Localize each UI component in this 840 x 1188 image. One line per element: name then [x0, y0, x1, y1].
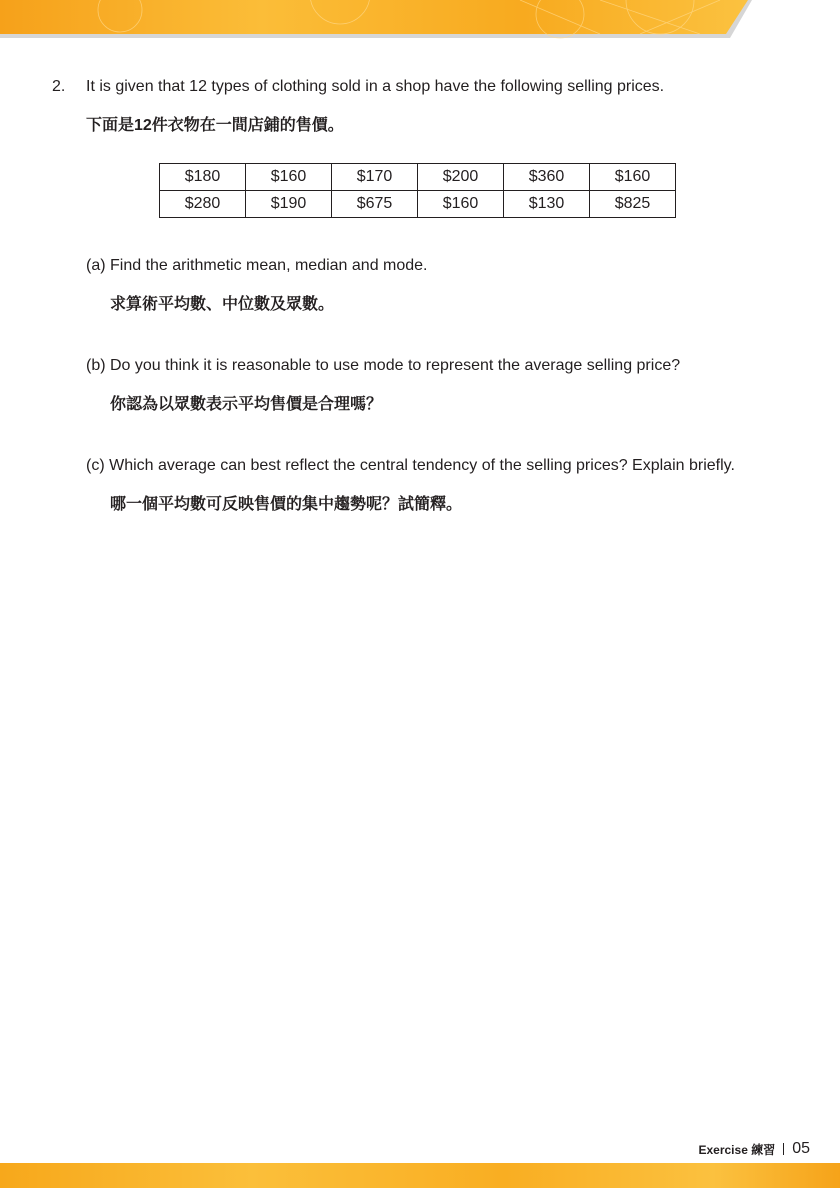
table-cell: $160	[590, 164, 676, 191]
prices-table	[159, 163, 676, 218]
part-b-text-en: (b) Do you think it is reasonable to use mode to represent the average selling price?	[86, 357, 681, 374]
page-footer	[698, 1140, 810, 1158]
part-a-text-zh: 求算術平均數、中位數及眾數。	[110, 296, 335, 313]
table-cell: $280	[160, 191, 246, 218]
footer-divider	[783, 1143, 784, 1155]
table-row	[160, 191, 676, 218]
table-cell: $825	[590, 191, 676, 218]
table-row	[160, 164, 676, 191]
table-cell: $160	[246, 164, 332, 191]
part-c-text-zh: 哪一個平均數可反映售價的集中趨勢呢？試簡釋。	[110, 496, 463, 513]
question-number: 2.	[52, 78, 66, 95]
table-cell: $130	[504, 191, 590, 218]
footer-label: Exercise 練習	[698, 1142, 776, 1157]
top-banner	[0, 0, 840, 42]
part-c-text-en: (c) Which average can best reflect the central tendency of the selling prices? Explain briefly.	[86, 457, 735, 474]
part-a-text-en: (a) Find the arithmetic mean, median and mode.	[86, 257, 428, 274]
table-cell: $190	[246, 191, 332, 218]
table-cell: $170	[332, 164, 418, 191]
table-cell: $360	[504, 164, 590, 191]
table-cell: $160	[418, 191, 504, 218]
table-cell: $180	[160, 164, 246, 191]
question-text-en: It is given that 12 types of clothing sold in a shop have the following selling prices.	[86, 78, 665, 95]
table-cell: $200	[418, 164, 504, 191]
bottom-band	[0, 1163, 840, 1188]
part-b-text-zh: 你認為以眾數表示平均售價是合理嗎？	[110, 396, 383, 413]
question-text-zh: 下面是12件衣物在一間店鋪的售價。	[86, 117, 344, 134]
table-cell: $675	[332, 191, 418, 218]
page-number: 05	[792, 1140, 810, 1157]
